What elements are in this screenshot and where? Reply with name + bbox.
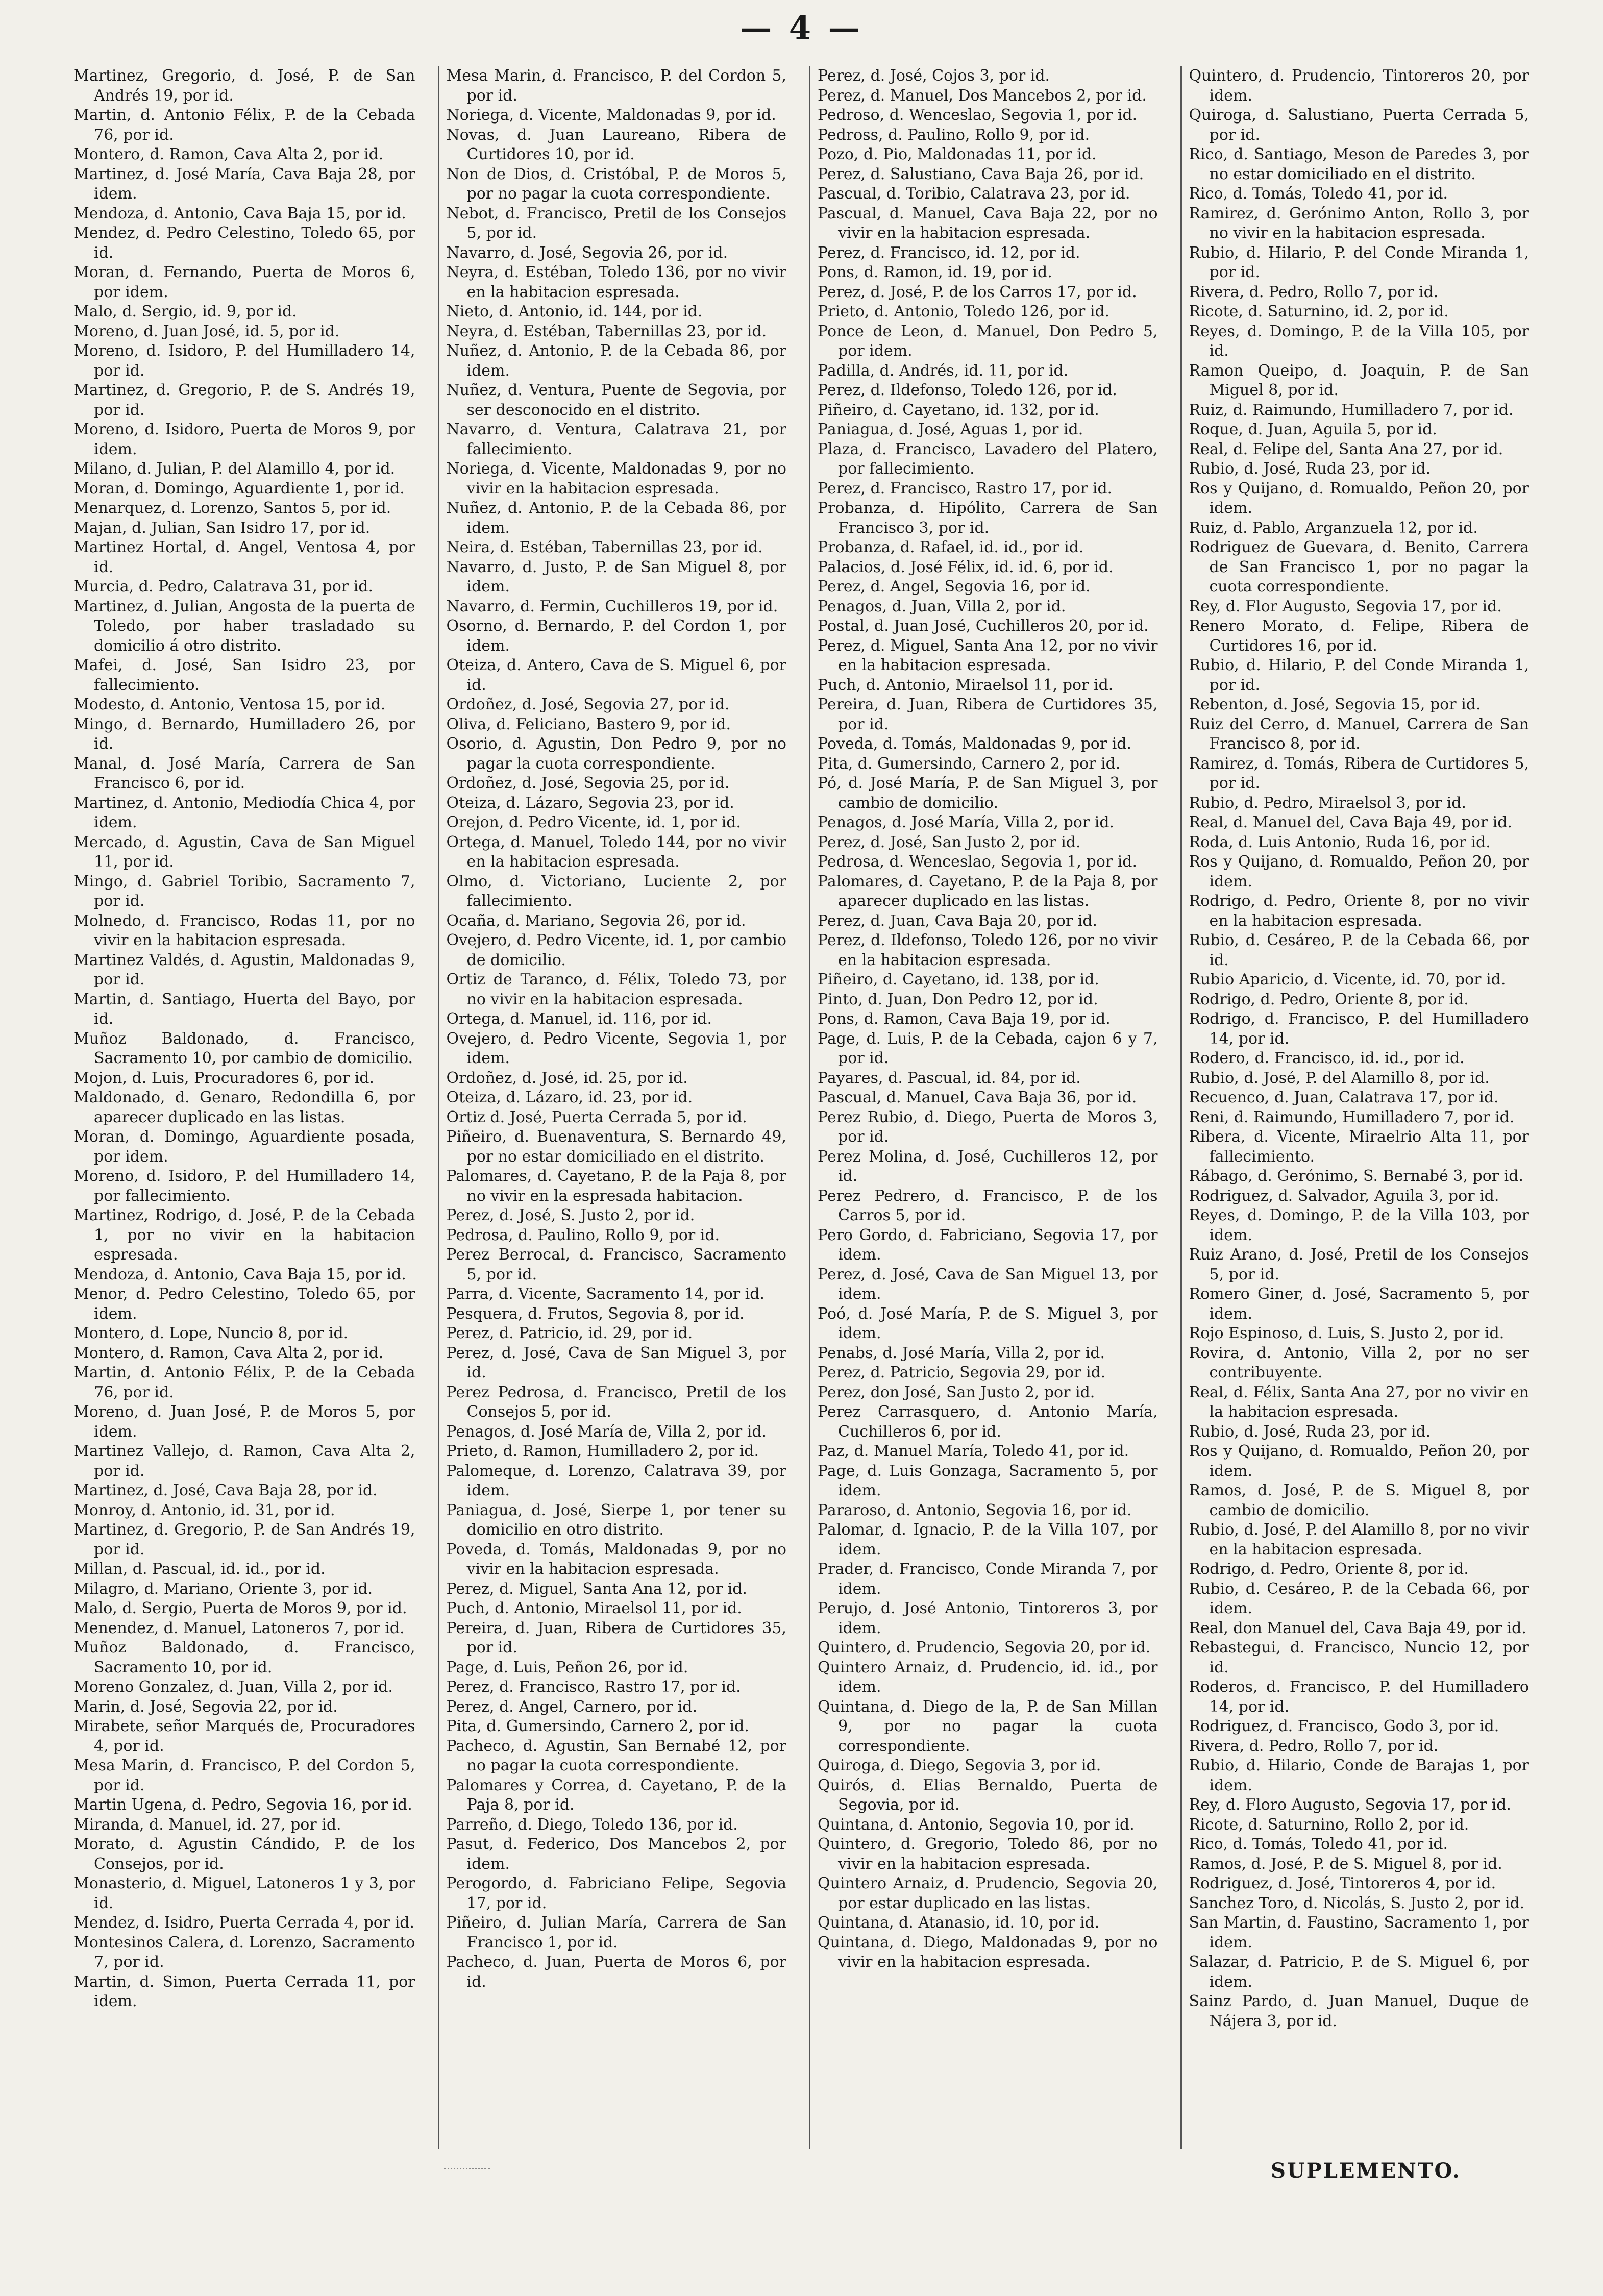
list-entry: Mingo, d. Bernardo, Humilladero 26, por id. bbox=[73, 715, 415, 753]
list-entry: Perez, d. Ildefonso, Toledo 126, por id. bbox=[818, 381, 1117, 399]
list-entry: Oteiza, d. Lázaro, Segovia 23, por id. bbox=[446, 794, 734, 812]
list-entry: Perez, d. Miguel, Santa Ana 12, por id. bbox=[446, 1579, 747, 1598]
list-entry: Page, d. Luis Gonzaga, Sacramento 5, por idem. bbox=[818, 1462, 1158, 1499]
list-entry: Perez, d. Francisco, id. 12, por id. bbox=[818, 243, 1080, 262]
list-entry: Martin, d. Antonio Félix, P. de la Cebada 76, por id. bbox=[73, 106, 415, 144]
list-entry: Page, d. Luis, Peñon 26, por id. bbox=[446, 1658, 688, 1676]
list-entry: Palomares, d. Cayetano, P. de la Paja 8, por aparecer duplicado en las listas. bbox=[818, 872, 1158, 910]
list-entry: Ros y Quijano, d. Romualdo, Peñon 20, por idem. bbox=[1189, 853, 1529, 891]
list-entry: Perez, d. Francisco, Rastro 17, por id. bbox=[446, 1678, 741, 1696]
list-entry: Perez, d. Francisco, Rastro 17, por id. bbox=[818, 479, 1113, 498]
column-4 bbox=[1180, 66, 1537, 2149]
list-entry: Martinez, d. Julian, Angosta de la puerta de Toledo, por haber trasladado su domicilio á otro distrito. bbox=[73, 597, 415, 655]
list-entry: Perez, d. Salustiano, Cava Baja 26, por id. bbox=[818, 165, 1144, 183]
list-entry: Rivera, d. Pedro, Rollo 7, por id. bbox=[1189, 283, 1439, 301]
list-entry: Orejon, d. Pedro Vicente, id. 1, por id. bbox=[446, 813, 741, 831]
list-entry: Rebenton, d. José, Segovia 15, por id. bbox=[1189, 696, 1481, 713]
list-entry: Piñeiro, d. Cayetano, id. 138, por id. bbox=[818, 971, 1099, 989]
list-entry: Rodrigo, d. Pedro, Oriente 8, por id. bbox=[1189, 990, 1469, 1008]
list-entry: Ramos, d. José, P. de S. Miguel 8, por id. bbox=[1189, 1855, 1502, 1873]
list-entry: Martinez Hortal, d. Angel, Ventosa 4, por id. bbox=[73, 538, 415, 576]
list-entry: Perez, d. José, Cava de San Miguel 3, por id. bbox=[446, 1344, 786, 1381]
list-entry: Perez, d. Angel, Segovia 16, por id. bbox=[818, 578, 1091, 596]
list-entry: Perez, d. Angel, Carnero, por id. bbox=[446, 1697, 698, 1716]
list-entry: Navarro, d. Fermin, Cuchilleros 19, por id. bbox=[446, 597, 778, 615]
list-entry: Martin, d. Simon, Puerta Cerrada 11, por idem. bbox=[73, 1972, 415, 2010]
list-entry: Mojon, d. Luis, Procuradores 6, por id. bbox=[73, 1069, 374, 1087]
list-entry: Pita, d. Gumersindo, Carnero 2, por id. bbox=[818, 754, 1121, 773]
list-entry: Mendoza, d. Antonio, Cava Baja 15, por id. bbox=[73, 1265, 406, 1283]
list-entry: Novas, d. Juan Laureano, Ribera de Curtidores 10, por id. bbox=[446, 126, 786, 163]
ink-smudge bbox=[444, 2168, 490, 2175]
list-entry: Real, d. Félix, Santa Ana 27, por no vivir en la habitacion espresada. bbox=[1189, 1383, 1529, 1421]
list-entry: Parra, d. Vicente, Sacramento 14, por id. bbox=[446, 1285, 764, 1303]
list-entry: Quintana, d. Diego, Maldonadas 9, por no vivir en la habitacion espresada. bbox=[818, 1933, 1158, 1971]
list-entry: Quintero Arnaiz, d. Prudencio, id. id., por idem. bbox=[818, 1658, 1158, 1696]
list-entry: Page, d. Luis, P. de la Cebada, cajon 6 y 7, por id. bbox=[818, 1029, 1158, 1067]
columns-container bbox=[66, 66, 1536, 2149]
list-entry: Majan, d. Julian, San Isidro 17, por id. bbox=[73, 519, 371, 537]
list-entry: Ordoñez, d. José, Segovia 27, por id. bbox=[446, 696, 730, 713]
list-entry: Oteiza, d. Antero, Cava de S. Miguel 6, por id. bbox=[446, 656, 786, 694]
list-entry: Moran, d. Fernando, Puerta de Moros 6, por idem. bbox=[73, 263, 415, 301]
list-entry: Prader, d. Francisco, Conde Miranda 7, por idem. bbox=[818, 1560, 1158, 1598]
list-entry: Rubio, d. Cesáreo, P. de la Cebada 66, por idem. bbox=[1189, 1579, 1529, 1617]
list-entry: Ruiz Arano, d. José, Pretil de los Consejos 5, por id. bbox=[1189, 1246, 1529, 1283]
list-entry: Quiroga, d. Diego, Segovia 3, por id. bbox=[818, 1757, 1101, 1774]
list-entry: Ortiz d. José, Puerta Cerrada 5, por id. bbox=[446, 1108, 747, 1126]
list-entry: Pascual, d. Toribio, Calatrava 23, por id. bbox=[818, 185, 1130, 203]
list-entry: San Martin, d. Faustino, Sacramento 1, por idem. bbox=[1189, 1914, 1529, 1952]
list-entry: Moreno, d. Isidoro, P. del Humilladero 14, por id. bbox=[73, 342, 415, 380]
list-entry: Rodrigo, d. Francisco, P. del Humilladero 14, por id. bbox=[1189, 1010, 1529, 1048]
list-entry: Perez, d. Miguel, Santa Ana 12, por no vivir en la habitacion espresada. bbox=[818, 636, 1158, 674]
list-entry: Rico, d. Tomás, Toledo 41, por id. bbox=[1189, 185, 1448, 203]
list-entry: Ovejero, d. Pedro Vicente, Segovia 1, por idem. bbox=[446, 1029, 786, 1067]
list-entry: Nuñez, d. Antonio, P. de la Cebada 86, por idem. bbox=[446, 499, 786, 537]
list-entry: Millan, d. Pascual, id. id., por id. bbox=[73, 1560, 326, 1578]
list-entry: Rivera, d. Pedro, Rollo 7, por id. bbox=[1189, 1737, 1439, 1755]
column-2 bbox=[438, 66, 794, 2149]
list-entry: Rodriguez, d. José, Tintoreros 4, por id. bbox=[1189, 1874, 1496, 1892]
list-entry: Pedrosa, d. Wenceslao, Segovia 1, por id. bbox=[818, 853, 1138, 871]
list-entry: Mendoza, d. Antonio, Cava Baja 15, por id. bbox=[73, 204, 406, 223]
list-entry: Roque, d. Juan, Aguila 5, por id. bbox=[1189, 421, 1437, 438]
list-entry: Milano, d. Julian, P. del Alamillo 4, por id. bbox=[73, 460, 396, 478]
list-entry: Palomeque, d. Lorenzo, Calatrava 39, por idem. bbox=[446, 1462, 786, 1499]
list-entry: Rojo Espinoso, d. Luis, S. Justo 2, por id. bbox=[1189, 1324, 1505, 1342]
list-entry: Ponce de Leon, d. Manuel, Don Pedro 5, por idem. bbox=[818, 322, 1158, 360]
list-entry: Rubio, d. Hilario, P. del Conde Miranda 1, por id. bbox=[1189, 656, 1529, 694]
list-entry: Marin, d. José, Segovia 22, por id. bbox=[73, 1697, 338, 1716]
list-entry: Rubio, d. Hilario, Conde de Barajas 1, por idem. bbox=[1189, 1757, 1529, 1794]
list-entry: Perez Molina, d. José, Cuchilleros 12, por id. bbox=[818, 1147, 1158, 1185]
list-entry: Rubio, d. Hilario, P. del Conde Miranda 1, por id. bbox=[1189, 243, 1529, 281]
list-entry: Sainz Pardo, d. Juan Manuel, Duque de Nájera 3, por id. bbox=[1189, 1992, 1529, 2030]
list-entry: Penagos, d. José María, Villa 2, por id. bbox=[818, 813, 1115, 831]
list-entry: Ruiz, d. Pablo, Arganzuela 12, por id. bbox=[1189, 519, 1478, 537]
list-entry: Rico, d. Santiago, Meson de Paredes 3, por no estar domiciliado en el distrito. bbox=[1189, 145, 1529, 183]
list-entry: Moreno, d. Isidoro, Puerta de Moros 9, por idem. bbox=[73, 421, 415, 458]
list-entry: Piñeiro, d. Julian María, Carrera de San Francisco 1, por id. bbox=[446, 1914, 786, 1952]
list-entry: Martin Ugena, d. Pedro, Segovia 16, por id. bbox=[73, 1796, 412, 1814]
list-entry: Mafei, d. José, San Isidro 23, por fallecimiento. bbox=[73, 656, 415, 694]
list-entry: Postal, d. Juan José, Cuchilleros 20, por id. bbox=[818, 617, 1149, 635]
list-entry: Quintero, d. Gregorio, Toledo 86, por no vivir en la habitacion espresada. bbox=[818, 1835, 1158, 1873]
list-entry: Muñoz Baldonado, d. Francisco, Sacramento 10, por id. bbox=[73, 1639, 415, 1676]
list-entry: Pero Gordo, d. Fabriciano, Segovia 17, por idem. bbox=[818, 1226, 1158, 1264]
list-entry: Perogordo, d. Fabriciano Felipe, Segovia 17, por id. bbox=[446, 1874, 786, 1912]
list-entry: Ricote, d. Saturnino, Rollo 2, por id. bbox=[1189, 1815, 1469, 1834]
list-entry: Rubio, d. José, Ruda 23, por id. bbox=[1189, 460, 1431, 478]
list-entry: Penagos, d. Juan, Villa 2, por id. bbox=[818, 597, 1066, 615]
list-entry: Perez, d. José, Cojos 3, por id. bbox=[818, 67, 1050, 85]
page-number: — 4 — bbox=[740, 9, 863, 46]
list-entry: Navarro, d. Ventura, Calatrava 21, por fallecimiento. bbox=[446, 421, 786, 458]
list-entry: Pons, d. Ramon, id. 19, por id. bbox=[818, 263, 1052, 281]
list-entry: Osorio, d. Agustin, Don Pedro 9, por no pagar la cuota correspondiente. bbox=[446, 735, 786, 773]
list-entry: Palomares y Correa, d. Cayetano, P. de la Paja 8, por id. bbox=[446, 1776, 786, 1814]
list-entry: Real, don Manuel del, Cava Baja 49, por id. bbox=[1189, 1619, 1526, 1637]
list-entry: Prieto, d. Ramon, Humilladero 2, por id. bbox=[446, 1442, 759, 1460]
list-entry: Perez Pedrosa, d. Francisco, Pretil de los Consejos 5, por id. bbox=[446, 1383, 786, 1421]
list-entry: Rubio, d. José, Ruda 23, por id. bbox=[1189, 1422, 1431, 1441]
list-entry: Menor, d. Pedro Celestino, Toledo 65, por idem. bbox=[73, 1285, 415, 1323]
list-entry: Ricote, d. Saturnino, id. 2, por id. bbox=[1189, 303, 1449, 320]
list-entry: Pacheco, d. Juan, Puerta de Moros 6, por id. bbox=[446, 1953, 786, 1991]
list-entry: Ramon Queipo, d. Joaquin, P. de San Miguel 8, por id. bbox=[1189, 361, 1529, 399]
list-entry: Moran, d. Domingo, Aguardiente posada, por idem. bbox=[73, 1128, 415, 1166]
list-entry: Rubio Aparicio, d. Vicente, id. 70, por id. bbox=[1189, 971, 1506, 989]
list-entry: Neyra, d. Estéban, Tabernillas 23, por id. bbox=[446, 322, 767, 340]
list-entry: Pó, d. José María, P. de San Miguel 3, por cambio de domicilio. bbox=[818, 774, 1158, 812]
list-entry: Pozo, d. Pio, Maldonadas 11, por id. bbox=[818, 145, 1097, 163]
list-entry: Mesa Marin, d. Francisco, P. del Cordon 5, por id. bbox=[73, 1757, 415, 1794]
list-entry: Quirós, d. Elias Bernaldo, Puerta de Segovia, por id. bbox=[818, 1776, 1158, 1814]
list-entry: Ordoñez, d. José, id. 25, por id. bbox=[446, 1069, 688, 1087]
list-entry: Mercado, d. Agustin, Cava de San Miguel 11, por id. bbox=[73, 833, 415, 871]
list-entry: Moreno, d. Juan José, P. de Moros 5, por idem. bbox=[73, 1403, 415, 1441]
list-entry: Pacheco, d. Agustin, San Bernabé 12, por no pagar la cuota correspondiente. bbox=[446, 1737, 786, 1774]
list-entry: Renero Morato, d. Felipe, Ribera de Curtidores 16, por id. bbox=[1189, 617, 1529, 655]
list-entry: Martin, d. Antonio Félix, P. de la Cebada 76, por id. bbox=[73, 1364, 415, 1401]
list-entry: Perez, d. José, San Justo 2, por id. bbox=[818, 833, 1081, 851]
list-entry: Paz, d. Manuel María, Toledo 41, por id. bbox=[818, 1442, 1129, 1460]
list-entry: Piñeiro, d. Cayetano, id. 132, por id. bbox=[818, 401, 1099, 419]
list-entry: Perujo, d. José Antonio, Tintoreros 3, por idem. bbox=[818, 1599, 1158, 1637]
list-entry: Ortega, d. Manuel, Toledo 144, por no vivir en la habitacion espresada. bbox=[446, 833, 786, 871]
list-entry: Martinez, d. José, Cava Baja 28, por id. bbox=[73, 1482, 378, 1499]
list-entry: Rey, d. Flor Augusto, Segovia 17, por id. bbox=[1189, 597, 1502, 615]
list-entry: Maldonado, d. Genaro, Redondilla 6, por aparecer duplicado en las listas. bbox=[73, 1089, 415, 1126]
list-entry: Moran, d. Domingo, Aguardiente 1, por id. bbox=[73, 479, 405, 498]
list-entry: Navarro, d. José, Segovia 26, por id. bbox=[446, 243, 728, 262]
list-entry: Pararoso, d. Antonio, Segovia 16, por id. bbox=[818, 1501, 1132, 1519]
list-entry: Menarquez, d. Lorenzo, Santos 5, por id. bbox=[73, 499, 391, 517]
list-entry: Pereira, d. Juan, Ribera de Curtidores 35, por id. bbox=[818, 696, 1158, 733]
list-entry: Palacios, d. José Félix, id. id. 6, por id. bbox=[818, 558, 1114, 576]
list-entry: Perez, d. José, P. de los Carros 17, por id. bbox=[818, 283, 1137, 301]
list-entry: Rubio, d. José, P. del Alamillo 8, por no vivir en la habitacion espresada. bbox=[1189, 1521, 1529, 1559]
list-entry: Real, d. Felipe del, Santa Ana 27, por id. bbox=[1189, 440, 1503, 458]
list-entry: Ramirez, d. Tomás, Ribera de Curtidores 5, por id. bbox=[1189, 754, 1529, 792]
list-entry: Rubio, d. José, P. del Alamillo 8, por id. bbox=[1189, 1069, 1490, 1087]
list-entry: Martinez Vallejo, d. Ramon, Cava Alta 2, por id. bbox=[73, 1442, 415, 1480]
list-entry: Montero, d. Ramon, Cava Alta 2, por id. bbox=[73, 1344, 384, 1362]
list-entry: Rubio, d. Pedro, Miraelsol 3, por id. bbox=[1189, 794, 1467, 812]
list-entry: Rebastegui, d. Francisco, Nuncio 12, por id. bbox=[1189, 1639, 1529, 1676]
list-entry: Palomares, d. Cayetano, P. de la Paja 8, por no vivir en la espresada habitacion. bbox=[446, 1167, 786, 1205]
list-entry: Perez, d. Ildefonso, Toledo 126, por no vivir en la habitacion espresada. bbox=[818, 931, 1158, 969]
list-entry: Padilla, d. Andrés, id. 11, por id. bbox=[818, 361, 1069, 380]
list-entry: Reyes, d. Domingo, P. de la Villa 105, por id. bbox=[1189, 322, 1529, 360]
list-entry: Muñoz Baldonado, d. Francisco, Sacramento 10, por cambio de domicilio. bbox=[73, 1029, 415, 1067]
list-entry: Morato, d. Agustin Cándido, P. de los Consejos, por id. bbox=[73, 1835, 415, 1873]
list-entry: Ros y Quijano, d. Romualdo, Peñon 20, por idem. bbox=[1189, 479, 1529, 517]
list-entry: Martinez Valdés, d. Agustin, Maldonadas 9, por id. bbox=[73, 951, 415, 989]
list-entry: Martinez, d. José María, Cava Baja 28, por idem. bbox=[73, 165, 415, 203]
list-entry: Ramos, d. José, P. de S. Miguel 8, por cambio de domicilio. bbox=[1189, 1482, 1529, 1519]
list-entry: Prieto, d. Antonio, Toledo 126, por id. bbox=[818, 303, 1110, 320]
list-entry: Romero Giner, d. José, Sacramento 5, por idem. bbox=[1189, 1285, 1529, 1323]
list-entry: Perez Carrasquero, d. Antonio María, Cuchilleros 6, por id. bbox=[818, 1403, 1158, 1441]
list-entry: Pedroso, d. Wenceslao, Segovia 1, por id. bbox=[818, 106, 1138, 124]
list-entry: Perez Pedrero, d. Francisco, P. de los Carros 5, por id. bbox=[818, 1187, 1158, 1224]
list-entry: Noriega, d. Vicente, Maldonadas 9, por id. bbox=[446, 106, 776, 124]
list-entry: Montesinos Calera, d. Lorenzo, Sacramento 7, por id. bbox=[73, 1933, 415, 1971]
list-entry: Puch, d. Antonio, Miraelsol 11, por id. bbox=[818, 676, 1114, 694]
list-entry: Navarro, d. Justo, P. de San Miguel 8, por idem. bbox=[446, 558, 786, 596]
footer-title: SUPLEMENTO. bbox=[1271, 2159, 1461, 2183]
list-entry: Nuñez, d. Antonio, P. de la Cebada 86, por idem. bbox=[446, 342, 786, 380]
list-entry: Paniagua, d. José, Sierpe 1, por tener su domicilio en otro distrito. bbox=[446, 1501, 786, 1539]
list-entry: Perez, d. Patricio, Segovia 29, por id. bbox=[818, 1364, 1106, 1381]
list-entry: Milagro, d. Mariano, Oriente 3, por id. bbox=[73, 1579, 373, 1598]
list-entry: Piñeiro, d. Buenaventura, S. Bernardo 49, por no estar domiciliado en el distrito. bbox=[446, 1128, 786, 1166]
list-entry: Neyra, d. Estéban, Toledo 136, por no vivir en la habitacion espresada. bbox=[446, 263, 786, 301]
list-entry: Perez, d. Manuel, Dos Mancebos 2, por id. bbox=[818, 86, 1147, 105]
list-entry: Perez, d. Juan, Cava Baja 20, por id. bbox=[818, 911, 1098, 930]
list-entry: Pedrosa, d. Paulino, Rollo 9, por id. bbox=[446, 1226, 720, 1244]
list-entry: Salazar, d. Patricio, P. de S. Miguel 6, por idem. bbox=[1189, 1953, 1529, 1991]
list-entry: Ruiz del Cerro, d. Manuel, Carrera de San Francisco 8, por id. bbox=[1189, 715, 1529, 753]
list-entry: Noriega, d. Vicente, Maldonadas 9, por no vivir en la habitacion espresada. bbox=[446, 460, 786, 498]
list-entry: Ortega, d. Manuel, id. 116, por id. bbox=[446, 1010, 712, 1028]
column-3 bbox=[809, 66, 1165, 2149]
list-entry: Oteiza, d. Lázaro, id. 23, por id. bbox=[446, 1089, 693, 1106]
list-entry: Rodriguez, d. Salvador, Aguila 3, por id. bbox=[1189, 1187, 1499, 1205]
list-entry: Rovira, d. Antonio, Villa 2, por no ser contribuyente. bbox=[1189, 1344, 1529, 1381]
list-entry: Martinez, d. Gregorio, P. de S. Andrés 19, por id. bbox=[73, 381, 415, 419]
list-entry: Moreno Gonzalez, d. Juan, Villa 2, por id. bbox=[73, 1678, 393, 1696]
list-entry: Rey, d. Floro Augusto, Segovia 17, por id. bbox=[1189, 1796, 1511, 1814]
list-entry: Quintero, d. Prudencio, Tintoreros 20, por idem. bbox=[1189, 67, 1529, 105]
list-entry: Rodrigo, d. Pedro, Oriente 8, por no vivir en la habitacion espresada. bbox=[1189, 892, 1529, 930]
list-entry: Mingo, d. Gabriel Toribio, Sacramento 7, por id. bbox=[73, 872, 415, 910]
list-entry: Martinez, d. Antonio, Mediodía Chica 4, por idem. bbox=[73, 794, 415, 831]
list-entry: Perez Rubio, d. Diego, Puerta de Moros 3, por id. bbox=[818, 1108, 1158, 1146]
list-entry: Penagos, d. José María de, Villa 2, por id. bbox=[446, 1422, 767, 1441]
list-entry: Manal, d. José María, Carrera de San Francisco 6, por id. bbox=[73, 754, 415, 792]
list-entry: Mendez, d. Pedro Celestino, Toledo 65, por id. bbox=[73, 224, 415, 262]
list-entry: Penabs, d. José María, Villa 2, por id. bbox=[818, 1344, 1105, 1362]
list-entry: Pascual, d. Manuel, Cava Baja 22, por no vivir en la habitacion espresada. bbox=[818, 204, 1158, 242]
list-entry: Rodrigo, d. Pedro, Oriente 8, por id. bbox=[1189, 1560, 1469, 1578]
list-entry: Neira, d. Estéban, Tabernillas 23, por id. bbox=[446, 538, 763, 556]
list-entry: Perez, d. Patricio, id. 29, por id. bbox=[446, 1324, 693, 1342]
list-entry: Pinto, d. Juan, Don Pedro 12, por id. bbox=[818, 990, 1098, 1008]
list-entry: Moreno, d. Isidoro, P. del Humilladero 14, por fallecimiento. bbox=[73, 1167, 415, 1205]
list-entry: Pascual, d. Manuel, Cava Baja 36, por id. bbox=[818, 1089, 1137, 1106]
list-entry: Oliva, d. Feliciano, Bastero 9, por id. bbox=[446, 715, 731, 733]
list-entry: Reyes, d. Domingo, P. de la Villa 103, por idem. bbox=[1189, 1206, 1529, 1244]
list-entry: Ruiz, d. Raimundo, Humilladero 7, por id. bbox=[1189, 401, 1514, 419]
list-entry: Ordoñez, d. José, Segovia 25, por id. bbox=[446, 774, 730, 792]
list-entry: Menendez, d. Manuel, Latoneros 7, por id. bbox=[73, 1619, 405, 1637]
list-entry: Palomar, d. Ignacio, P. de la Villa 107, por idem. bbox=[818, 1521, 1158, 1559]
list-entry: Real, d. Manuel del, Cava Baja 49, por id. bbox=[1189, 813, 1513, 831]
list-entry: Pons, d. Ramon, Cava Baja 19, por id. bbox=[818, 1010, 1111, 1028]
list-entry: Poveda, d. Tomás, Maldonadas 9, por id. bbox=[818, 735, 1132, 753]
list-entry: Mirabete, señor Marqués de, Procuradores 4, por id. bbox=[73, 1717, 415, 1755]
list-entry: Miranda, d. Manuel, id. 27, por id. bbox=[73, 1815, 341, 1834]
list-entry: Perez, don José, San Justo 2, por id. bbox=[818, 1383, 1095, 1401]
list-entry: Pita, d. Gumersindo, Carnero 2, por id. bbox=[446, 1717, 749, 1735]
list-entry: Nuñez, d. Ventura, Puente de Segovia, por ser desconocido en el distrito. bbox=[446, 381, 786, 419]
list-entry: Martin, d. Santiago, Huerta del Bayo, por id. bbox=[73, 990, 415, 1028]
list-entry: Parreño, d. Diego, Toledo 136, por id. bbox=[446, 1815, 738, 1834]
list-entry: Perez, d. José, Cava de San Miguel 13, por idem. bbox=[818, 1265, 1158, 1303]
list-entry: Quintana, d. Diego de la, P. de San Millan 9, por no pagar la cuota correspondiente. bbox=[818, 1697, 1158, 1755]
list-entry: Mendez, d. Isidro, Puerta Cerrada 4, por id. bbox=[73, 1914, 415, 1932]
list-entry: Puch, d. Antonio, Miraelsol 11, por id. bbox=[446, 1599, 742, 1617]
list-entry: Roderos, d. Francisco, P. del Humilladero 14, por id. bbox=[1189, 1678, 1529, 1716]
list-entry: Perez Berrocal, d. Francisco, Sacramento 5, por id. bbox=[446, 1246, 786, 1283]
list-entry: Quintero, d. Prudencio, Segovia 20, por id. bbox=[818, 1639, 1151, 1657]
list-entry: Sanchez Toro, d. Nicolás, S. Justo 2, por id. bbox=[1189, 1894, 1525, 1912]
list-entry: Rico, d. Tomás, Toledo 41, por id. bbox=[1189, 1835, 1448, 1853]
list-entry: Paniagua, d. José, Aguas 1, por id. bbox=[818, 421, 1083, 438]
list-entry: Modesto, d. Antonio, Ventosa 15, por id. bbox=[73, 696, 386, 713]
list-entry: Monroy, d. Antonio, id. 31, por id. bbox=[73, 1501, 335, 1519]
list-entry: Martinez, Gregorio, d. José, P. de San Andrés 19, por id. bbox=[73, 67, 415, 105]
list-entry: Ovejero, d. Pedro Vicente, id. 1, por cambio de domicilio. bbox=[446, 931, 786, 969]
list-entry: Ramirez, d. Gerónimo Anton, Rollo 3, por no vivir en la habitacion espresada. bbox=[1189, 204, 1529, 242]
list-entry: Non de Dios, d. Cristóbal, P. de Moros 5, por no pagar la cuota correspondiente. bbox=[446, 165, 786, 203]
list-entry: Poó, d. José María, P. de S. Miguel 3, por idem. bbox=[818, 1304, 1158, 1342]
list-entry: Mesa Marin, d. Francisco, P. del Cordon 5, por id. bbox=[446, 67, 786, 105]
list-entry: Rábago, d. Gerónimo, S. Bernabé 3, por id. bbox=[1189, 1167, 1524, 1185]
list-entry: Probanza, d. Rafael, id. id., por id. bbox=[818, 538, 1084, 556]
list-entry: Reni, d. Raimundo, Humilladero 7, por id. bbox=[1189, 1108, 1515, 1126]
list-entry: Pasut, d. Federico, Dos Mancebos 2, por idem. bbox=[446, 1835, 786, 1873]
list-entry: Molnedo, d. Francisco, Rodas 11, por no vivir en la habitacion espresada. bbox=[73, 911, 415, 949]
list-entry: Montero, d. Lope, Nuncio 8, por id. bbox=[73, 1324, 349, 1342]
list-entry: Monasterio, d. Miguel, Latoneros 1 y 3, por id. bbox=[73, 1874, 415, 1912]
list-entry: Martinez, d. Gregorio, P. de San Andrés 19, por id. bbox=[73, 1521, 415, 1559]
column-1 bbox=[66, 66, 423, 2149]
list-entry: Plaza, d. Francisco, Lavadero del Platero, por fallecimiento. bbox=[818, 440, 1158, 478]
list-entry: Poveda, d. Tomás, Maldonadas 9, por no vivir en la habitacion espresada. bbox=[446, 1540, 786, 1578]
list-entry: Quintana, d. Atanasio, id. 10, por id. bbox=[818, 1914, 1100, 1932]
list-entry: Quintero Arnaiz, d. Prudencio, Segovia 20, por estar duplicado en las listas. bbox=[818, 1874, 1158, 1912]
list-entry: Payares, d. Pascual, id. 84, por id. bbox=[818, 1069, 1081, 1087]
list-entry: Rodriguez de Guevara, d. Benito, Carrera de San Francisco 1, por no pagar la cuota correspondiente. bbox=[1189, 538, 1529, 596]
list-entry: Olmo, d. Victoriano, Luciente 2, por fallecimiento. bbox=[446, 872, 786, 910]
list-entry: Pereira, d. Juan, Ribera de Curtidores 35, por id. bbox=[446, 1619, 786, 1657]
list-entry: Pedross, d. Paulino, Rollo 9, por id. bbox=[818, 126, 1090, 144]
list-entry: Probanza, d. Hipólito, Carrera de San Francisco 3, por id. bbox=[818, 499, 1158, 537]
list-entry: Quintana, d. Antonio, Segovia 10, por id. bbox=[818, 1815, 1135, 1834]
list-entry: Rodriguez, d. Francisco, Godo 3, por id. bbox=[1189, 1717, 1499, 1735]
list-entry: Malo, d. Sergio, Puerta de Moros 9, por id. bbox=[73, 1599, 407, 1617]
list-entry: Rodero, d. Francisco, id. id., por id. bbox=[1189, 1049, 1465, 1067]
list-entry: Murcia, d. Pedro, Calatrava 31, por id. bbox=[73, 578, 373, 596]
list-entry: Martinez, Rodrigo, d. José, P. de la Cebada 1, por no vivir en la habitacion espresada. bbox=[73, 1206, 415, 1264]
list-entry: Osorno, d. Bernardo, P. del Cordon 1, por idem. bbox=[446, 617, 786, 655]
list-entry: Ortiz de Taranco, d. Félix, Toledo 73, por no vivir en la habitacion espresada. bbox=[446, 971, 786, 1008]
list-entry: Ocaña, d. Mariano, Segovia 26, por id. bbox=[446, 911, 746, 930]
list-entry: Malo, d. Sergio, id. 9, por id. bbox=[73, 303, 297, 320]
list-entry: Roda, d. Luis Antonio, Ruda 16, por id. bbox=[1189, 833, 1491, 851]
list-entry: Rubio, d. Cesáreo, P. de la Cebada 66, por id. bbox=[1189, 931, 1529, 969]
list-entry: Nieto, d. Antonio, id. 144, por id. bbox=[446, 303, 703, 320]
list-entry: Moreno, d. Juan José, id. 5, por id. bbox=[73, 322, 340, 340]
list-entry: Recuenco, d. Juan, Calatrava 17, por id. bbox=[1189, 1089, 1499, 1106]
list-entry: Ribera, d. Vicente, Miraelrio Alta 11, por fallecimiento. bbox=[1189, 1128, 1529, 1166]
list-entry: Montero, d. Ramon, Cava Alta 2, por id. bbox=[73, 145, 384, 163]
list-entry: Nebot, d. Francisco, Pretil de los Consejos 5, por id. bbox=[446, 204, 786, 242]
list-entry: Perez, d. José, S. Justo 2, por id. bbox=[446, 1206, 695, 1224]
list-entry: Pesquera, d. Frutos, Segovia 8, por id. bbox=[446, 1304, 745, 1323]
list-entry: Ros y Quijano, d. Romualdo, Peñon 20, por idem. bbox=[1189, 1442, 1529, 1480]
list-entry: Quiroga, d. Salustiano, Puerta Cerrada 5, por id. bbox=[1189, 106, 1529, 144]
